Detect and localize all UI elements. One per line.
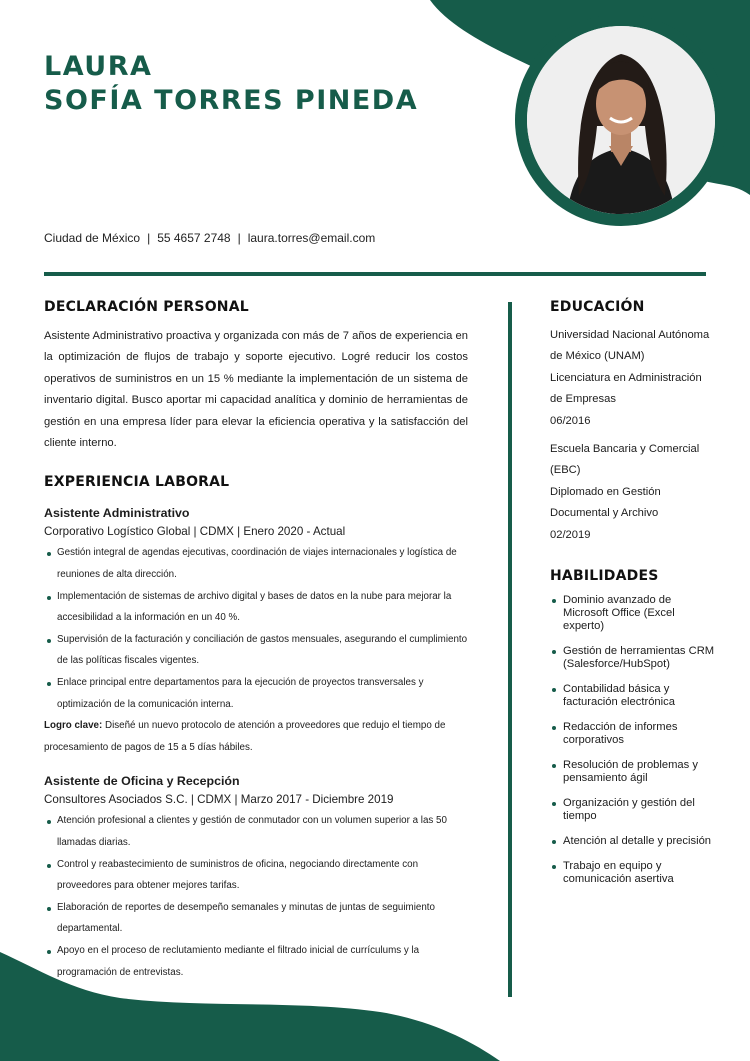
contact-line [44, 231, 375, 245]
contact-phone: 55 4657 2748 [157, 231, 231, 245]
person-photo-icon [527, 26, 715, 214]
duty-item: Gestión integral de agendas ejecutivas, coordinación de viajes internacionales y logística de reuniones de alta dirección. [44, 542, 468, 585]
experience-heading: EXPERIENCIA LABORAL [44, 474, 230, 491]
skill-item: Resolución de problemas y pensamiento ágil [550, 759, 715, 785]
education-school: Escuela Bancaria y Comercial (EBC) [550, 443, 700, 477]
vertical-divider [508, 302, 512, 997]
name-second-line: SOFÍA TORRES PINEDA [44, 85, 419, 116]
education-degree: Diplomado en Gestión Documental y Archivo [550, 485, 661, 520]
skill-item: Dominio avanzado de Microsoft Office (Excel experto) [550, 594, 715, 633]
contact-email: laura.torres@email.com [247, 231, 376, 245]
summary-heading: DECLARACIÓN PERSONAL [44, 299, 249, 312]
contact-separator: | [147, 231, 151, 245]
side-column [550, 297, 715, 898]
horizontal-divider [44, 272, 706, 276]
skill-item: Trabajo en equipo y comunicación asertiva [550, 860, 715, 886]
name-first-line: LAURA [44, 51, 153, 82]
job-title: Asistente Administrativo [44, 506, 190, 521]
skills-heading: HABILIDADES [550, 568, 659, 585]
skill-item: Contabilidad básica y facturación electrónica [550, 683, 715, 709]
education-entry [550, 325, 715, 432]
key-achievement [44, 715, 468, 758]
job-entry [44, 774, 468, 983]
education-heading: EDUCACIÓN [550, 299, 645, 312]
job-meta: Consultores Asociados S.C. | CDMX | Marzo 2017 - Diciembre 2019 [44, 793, 394, 807]
skill-item: Redacción de informes corporativos [550, 721, 715, 747]
skill-item: Organización y gestión del tiempo [550, 797, 715, 823]
skill-item: Gestión de herramientas CRM (Salesforce/HubSpot) [550, 645, 715, 671]
duty-item: Enlace principal entre departamentos para la ejecución de proyectos transversales y optimización de la comunicación interna. [44, 672, 468, 715]
summary-text: Asistente Administrativo proactiva y organizada con más de 7 años de experiencia en la optimización de flujos de trabajo y soporte ejecutivo. Logré reducir los costos operativos de suministros en un 15 % mediante la implementación de un sistema de inventario digital. Busco aportar mi capacidad analítica y dominio de herramientas de gestión en una empresa líder para elevar la eficiencia operativa y la satisfacción del cliente interno. [44, 330, 468, 450]
duty-item: Control y reabastecimiento de suministros de oficina, negociando directamente con proveedores para obtener mejores tarifas. [44, 854, 468, 897]
job-duties [44, 810, 468, 983]
contact-separator: | [237, 231, 241, 245]
education-degree: Licenciatura en Administración de Empresas [550, 371, 702, 406]
job-title: Asistente de Oficina y Recepción [44, 774, 240, 789]
duty-item: Apoyo en el proceso de reclutamiento mediante el filtrado inicial de currículums y la programación de entrevistas. [44, 940, 468, 983]
achievement-text: Diseñé un nuevo protocolo de atención a proveedores que redujo el tiempo de procesamiento de pagos de 15 a 5 días hábiles. [44, 720, 446, 753]
job-duties [44, 542, 468, 715]
achievement-label: Logro clave: [44, 720, 103, 732]
candidate-name [44, 50, 418, 118]
main-column [44, 297, 468, 983]
education-school: Universidad Nacional Autónoma de México (UNAM) [550, 329, 710, 363]
job-meta: Corporativo Logístico Global | CDMX | Enero 2020 - Actual [44, 525, 346, 539]
education-entry [550, 439, 715, 546]
skills-list [550, 594, 715, 886]
duty-item: Supervisión de la facturación y conciliación de gastos mensuales, asegurando el cumplimiento de las políticas fiscales vigentes. [44, 629, 468, 672]
profile-photo [527, 26, 715, 214]
skill-item: Atención al detalle y precisión [550, 835, 715, 848]
contact-city: Ciudad de México [44, 231, 141, 245]
duty-item: Elaboración de reportes de desempeño semanales y minutas de juntas de seguimiento departamental. [44, 897, 468, 940]
education-date: 06/2016 [550, 414, 591, 427]
education-date: 02/2019 [550, 528, 591, 541]
duty-item: Atención profesional a clientes y gestión de conmutador con un volumen superior a las 50 llamadas diarias. [44, 810, 468, 853]
duty-item: Implementación de sistemas de archivo digital y bases de datos en la nube para mejorar la accesibilidad a la información en un 40 %. [44, 586, 468, 629]
job-entry [44, 506, 468, 758]
